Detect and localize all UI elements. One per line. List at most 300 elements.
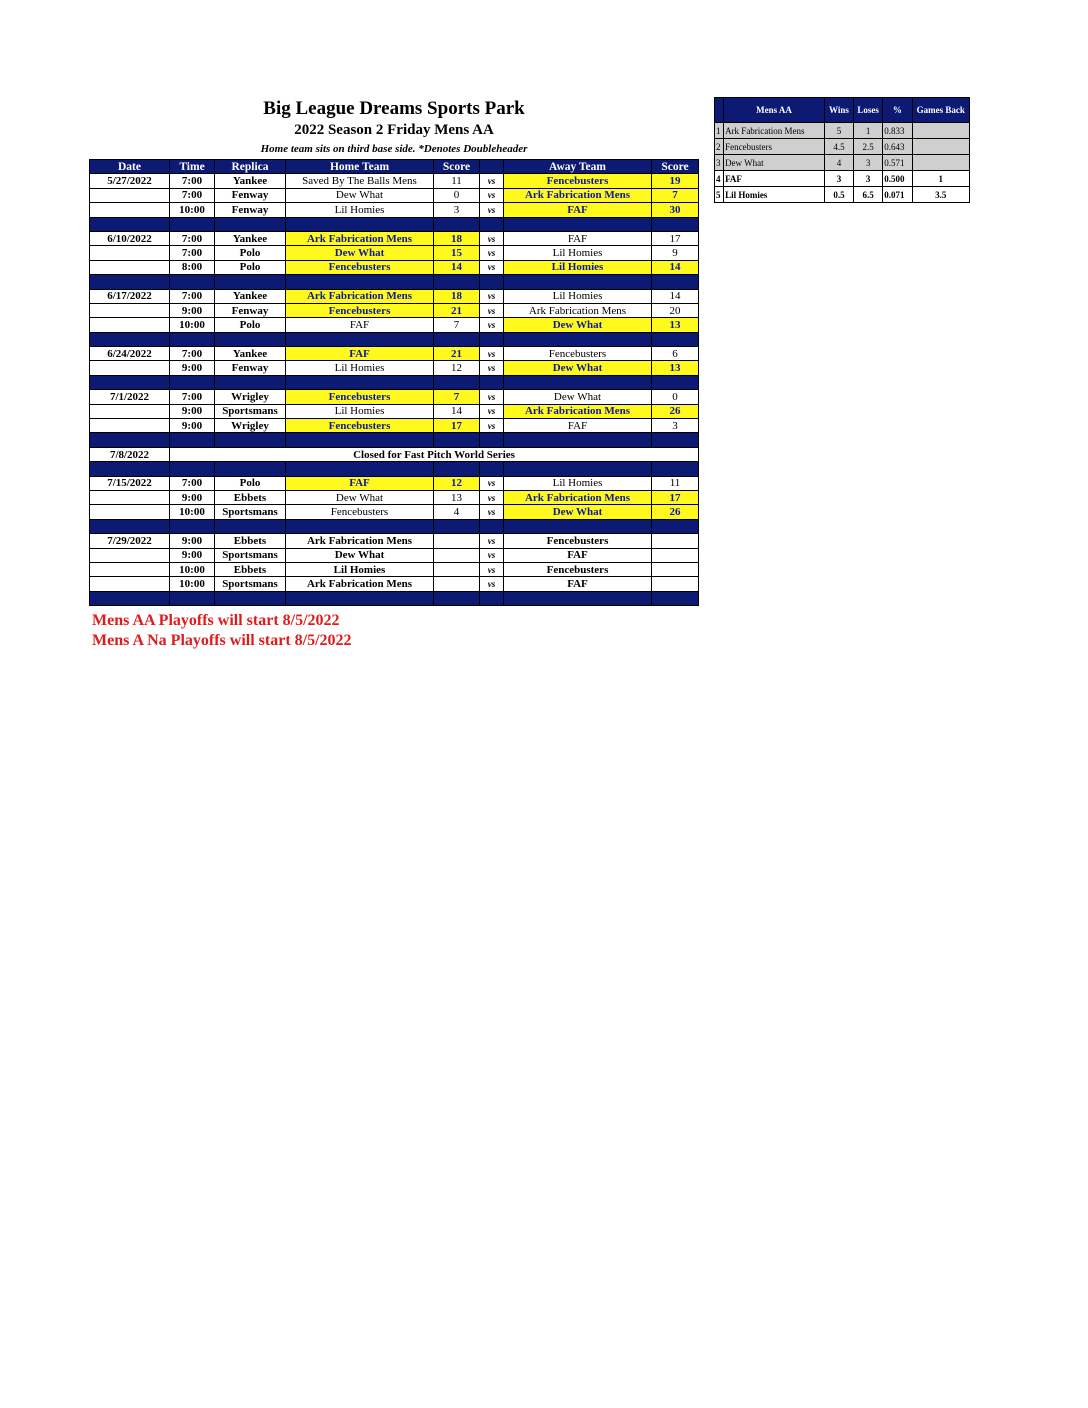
standings-gb-header: Games Back <box>912 98 970 123</box>
away-team: FAF <box>504 577 652 591</box>
vs-label: vs <box>480 289 504 303</box>
standings-loses: 3 <box>854 155 883 171</box>
standings-loses: 2.5 <box>854 139 883 155</box>
separator-cell <box>215 519 286 533</box>
game-replica: Wrigley <box>215 390 286 404</box>
game-replica: Wrigley <box>215 419 286 433</box>
standings-row <box>715 187 970 203</box>
separator-cell <box>90 375 170 389</box>
vs-label: vs <box>480 490 504 504</box>
standings-team: Fencebusters <box>724 139 825 155</box>
week-separator <box>90 332 699 346</box>
home-score: 14 <box>434 260 480 274</box>
game-row <box>90 303 699 317</box>
game-replica: Sportsmans <box>215 548 286 562</box>
standings-row <box>715 171 970 187</box>
game-date <box>90 404 170 418</box>
home-score: 12 <box>434 476 480 490</box>
separator-cell <box>170 275 215 289</box>
away-score: 20 <box>652 303 699 317</box>
col-time-header: Time <box>170 160 215 174</box>
vs-label: vs <box>480 174 504 188</box>
separator-cell <box>504 332 652 346</box>
standings-row <box>715 123 970 139</box>
home-score: 7 <box>434 318 480 332</box>
game-row <box>90 548 699 562</box>
game-row <box>90 505 699 519</box>
away-team: Lil Homies <box>504 476 652 490</box>
separator-cell <box>652 217 699 231</box>
separator-cell <box>170 433 215 447</box>
standings-division-header: Mens AA <box>724 98 825 123</box>
home-score: 13 <box>434 490 480 504</box>
col-home-score-header: Score <box>434 160 480 174</box>
separator-cell <box>215 462 286 476</box>
game-date <box>90 188 170 202</box>
separator-cell <box>286 462 434 476</box>
game-replica: Ebbets <box>215 562 286 576</box>
game-row <box>90 419 699 433</box>
separator-cell <box>652 433 699 447</box>
home-score: 18 <box>434 231 480 245</box>
schedule-table <box>89 159 699 606</box>
home-score: 11 <box>434 174 480 188</box>
separator-cell <box>480 462 504 476</box>
home-score: 17 <box>434 419 480 433</box>
game-date <box>90 490 170 504</box>
vs-label: vs <box>480 203 504 217</box>
vs-label: vs <box>480 246 504 260</box>
col-home-header: Home Team <box>286 160 434 174</box>
game-row <box>90 490 699 504</box>
vs-label: vs <box>480 361 504 375</box>
game-row <box>90 318 699 332</box>
game-row <box>90 246 699 260</box>
standings-wins: 3 <box>824 171 853 187</box>
standings-games-back: 3.5 <box>912 187 970 203</box>
home-score: 0 <box>434 188 480 202</box>
separator-cell <box>286 433 434 447</box>
vs-label: vs <box>480 303 504 317</box>
home-team: FAF <box>286 318 434 332</box>
game-replica: Polo <box>215 318 286 332</box>
separator-cell <box>90 462 170 476</box>
game-time: 9:00 <box>170 419 215 433</box>
playoff-notice: Mens A Na Playoffs will start 8/5/2022 <box>92 632 352 649</box>
home-team: Fencebusters <box>286 260 434 274</box>
separator-cell <box>286 375 434 389</box>
standings-games-back <box>912 123 970 139</box>
home-team: Lil Homies <box>286 404 434 418</box>
game-replica: Fenway <box>215 303 286 317</box>
week-separator <box>90 519 699 533</box>
away-team: Lil Homies <box>504 289 652 303</box>
vs-label: vs <box>480 231 504 245</box>
standings-pct: 0.571 <box>883 155 912 171</box>
game-time: 9:00 <box>170 303 215 317</box>
away-score: 17 <box>652 490 699 504</box>
vs-label: vs <box>480 505 504 519</box>
separator-cell <box>215 433 286 447</box>
away-team: Fencebusters <box>504 347 652 361</box>
vs-label: vs <box>480 390 504 404</box>
game-replica: Ebbets <box>215 534 286 548</box>
game-row <box>90 534 699 548</box>
closed-message: Closed for Fast Pitch World Series <box>170 447 699 461</box>
standings-team: Lil Homies <box>724 187 825 203</box>
standings-rank-header <box>715 98 724 123</box>
game-date: 7/1/2022 <box>90 390 170 404</box>
game-time: 10:00 <box>170 562 215 576</box>
away-score: 26 <box>652 505 699 519</box>
away-score: 6 <box>652 347 699 361</box>
vs-label: vs <box>480 534 504 548</box>
vs-label: vs <box>480 188 504 202</box>
game-date <box>90 260 170 274</box>
away-score: 30 <box>652 203 699 217</box>
standings-wins: 0.5 <box>824 187 853 203</box>
game-replica: Yankee <box>215 174 286 188</box>
game-replica: Polo <box>215 246 286 260</box>
standings-table <box>714 97 970 203</box>
separator-cell <box>504 275 652 289</box>
separator-cell <box>434 375 480 389</box>
game-time: 9:00 <box>170 490 215 504</box>
page-title: Big League Dreams Sports Park <box>263 98 525 119</box>
home-score: 7 <box>434 390 480 404</box>
vs-label: vs <box>480 419 504 433</box>
vs-label: vs <box>480 548 504 562</box>
game-date <box>90 303 170 317</box>
home-score: 14 <box>434 404 480 418</box>
home-team: Ark Fabrication Mens <box>286 534 434 548</box>
game-row <box>90 174 699 188</box>
game-date: 6/10/2022 <box>90 231 170 245</box>
home-team: Dew What <box>286 548 434 562</box>
away-team: FAF <box>504 203 652 217</box>
separator-cell <box>652 519 699 533</box>
game-row <box>90 390 699 404</box>
game-row <box>90 476 699 490</box>
away-score: 13 <box>652 361 699 375</box>
away-team: FAF <box>504 419 652 433</box>
game-row <box>90 203 699 217</box>
away-team: FAF <box>504 548 652 562</box>
col-replica-header: Replica <box>215 160 286 174</box>
separator-cell <box>652 332 699 346</box>
week-separator <box>90 591 699 605</box>
game-time: 10:00 <box>170 577 215 591</box>
home-team: Lil Homies <box>286 361 434 375</box>
away-score: 7 <box>652 188 699 202</box>
standings-pct: 0.833 <box>883 123 912 139</box>
game-row <box>90 260 699 274</box>
separator-cell <box>170 217 215 231</box>
home-score: 3 <box>434 203 480 217</box>
standings-row <box>715 155 970 171</box>
separator-cell <box>480 275 504 289</box>
home-score <box>434 534 480 548</box>
standings-header-row <box>715 98 970 123</box>
away-team: Ark Fabrication Mens <box>504 188 652 202</box>
game-row <box>90 404 699 418</box>
standings-rank: 3 <box>715 155 724 171</box>
home-team: Dew What <box>286 246 434 260</box>
vs-label: vs <box>480 318 504 332</box>
game-replica: Yankee <box>215 289 286 303</box>
game-replica: Fenway <box>215 361 286 375</box>
game-time: 10:00 <box>170 203 215 217</box>
separator-cell <box>652 375 699 389</box>
away-team: Fencebusters <box>504 562 652 576</box>
away-team: Dew What <box>504 505 652 519</box>
game-row <box>90 347 699 361</box>
separator-cell <box>504 433 652 447</box>
game-date <box>90 562 170 576</box>
game-date <box>90 548 170 562</box>
schedule-note: Home team sits on third base side. *Denotes Doubleheader <box>260 143 528 155</box>
separator-cell <box>434 217 480 231</box>
away-score <box>652 548 699 562</box>
standings-loses: 6.5 <box>854 187 883 203</box>
separator-cell <box>90 433 170 447</box>
week-separator <box>90 275 699 289</box>
separator-cell <box>434 275 480 289</box>
week-separator <box>90 462 699 476</box>
game-time: 10:00 <box>170 318 215 332</box>
home-score: 12 <box>434 361 480 375</box>
separator-cell <box>170 519 215 533</box>
separator-cell <box>480 519 504 533</box>
game-replica: Fenway <box>215 203 286 217</box>
home-team: Fencebusters <box>286 505 434 519</box>
away-score: 11 <box>652 476 699 490</box>
home-score: 18 <box>434 289 480 303</box>
away-team: Dew What <box>504 390 652 404</box>
game-time: 9:00 <box>170 404 215 418</box>
away-team: Lil Homies <box>504 260 652 274</box>
game-time: 7:00 <box>170 289 215 303</box>
game-replica: Sportsmans <box>215 404 286 418</box>
home-team: Fencebusters <box>286 419 434 433</box>
game-date <box>90 318 170 332</box>
home-team: Ark Fabrication Mens <box>286 577 434 591</box>
game-time: 7:00 <box>170 174 215 188</box>
separator-cell <box>504 375 652 389</box>
week-separator <box>90 433 699 447</box>
standings-row <box>715 139 970 155</box>
standings-pct: 0.643 <box>883 139 912 155</box>
week-separator <box>90 217 699 231</box>
separator-cell <box>434 591 480 605</box>
away-score: 19 <box>652 174 699 188</box>
home-team: FAF <box>286 476 434 490</box>
standings-wins: 4 <box>824 155 853 171</box>
game-date <box>90 419 170 433</box>
standings-wins-header: Wins <box>824 98 853 123</box>
home-team: Dew What <box>286 490 434 504</box>
game-replica: Fenway <box>215 188 286 202</box>
closed-row <box>90 447 699 461</box>
separator-cell <box>480 591 504 605</box>
col-date-header: Date <box>90 160 170 174</box>
home-score: 21 <box>434 347 480 361</box>
standings-rank: 5 <box>715 187 724 203</box>
away-score: 9 <box>652 246 699 260</box>
standings-rank: 4 <box>715 171 724 187</box>
separator-cell <box>652 462 699 476</box>
separator-cell <box>480 433 504 447</box>
standings-wins: 4.5 <box>824 139 853 155</box>
game-row <box>90 231 699 245</box>
standings-games-back <box>912 139 970 155</box>
separator-cell <box>480 375 504 389</box>
separator-cell <box>286 332 434 346</box>
game-replica: Polo <box>215 476 286 490</box>
standings-rank: 1 <box>715 123 724 139</box>
separator-cell <box>90 332 170 346</box>
home-team: Fencebusters <box>286 390 434 404</box>
separator-cell <box>504 462 652 476</box>
standings-team: Ark Fabrication Mens <box>724 123 825 139</box>
game-date: 7/29/2022 <box>90 534 170 548</box>
game-row <box>90 562 699 576</box>
home-team: FAF <box>286 347 434 361</box>
home-score <box>434 562 480 576</box>
game-replica: Yankee <box>215 231 286 245</box>
vs-label: vs <box>480 577 504 591</box>
separator-cell <box>170 591 215 605</box>
game-row <box>90 289 699 303</box>
standings-team: Dew What <box>724 155 825 171</box>
away-team: Dew What <box>504 361 652 375</box>
away-score: 3 <box>652 419 699 433</box>
away-score <box>652 577 699 591</box>
vs-label: vs <box>480 476 504 490</box>
game-date: 6/24/2022 <box>90 347 170 361</box>
col-away-score-header: Score <box>652 160 699 174</box>
week-separator <box>90 375 699 389</box>
away-team: Fencebusters <box>504 534 652 548</box>
game-row <box>90 188 699 202</box>
standings-team: FAF <box>724 171 825 187</box>
game-time: 7:00 <box>170 246 215 260</box>
home-team: Ark Fabrication Mens <box>286 231 434 245</box>
separator-cell <box>286 275 434 289</box>
away-score <box>652 534 699 548</box>
game-row <box>90 361 699 375</box>
home-score <box>434 577 480 591</box>
separator-cell <box>504 217 652 231</box>
away-team: Ark Fabrication Mens <box>504 404 652 418</box>
separator-cell <box>90 591 170 605</box>
home-team: Lil Homies <box>286 203 434 217</box>
game-date: 7/8/2022 <box>90 447 170 461</box>
col-away-header: Away Team <box>504 160 652 174</box>
game-date <box>90 577 170 591</box>
col-vs-header <box>480 160 504 174</box>
separator-cell <box>652 275 699 289</box>
game-time: 8:00 <box>170 260 215 274</box>
away-score: 26 <box>652 404 699 418</box>
game-time: 7:00 <box>170 188 215 202</box>
separator-cell <box>434 462 480 476</box>
home-team: Saved By The Balls Mens <box>286 174 434 188</box>
separator-cell <box>286 217 434 231</box>
away-team: Fencebusters <box>504 174 652 188</box>
standings-loses: 1 <box>854 123 883 139</box>
standings-loses: 3 <box>854 171 883 187</box>
standings-pct: 0.500 <box>883 171 912 187</box>
separator-cell <box>90 217 170 231</box>
game-time: 9:00 <box>170 361 215 375</box>
separator-cell <box>504 591 652 605</box>
game-date <box>90 505 170 519</box>
home-team: Dew What <box>286 188 434 202</box>
home-team: Lil Homies <box>286 562 434 576</box>
game-time: 7:00 <box>170 390 215 404</box>
away-score <box>652 562 699 576</box>
away-team: Dew What <box>504 318 652 332</box>
game-date <box>90 203 170 217</box>
separator-cell <box>215 591 286 605</box>
game-date: 7/15/2022 <box>90 476 170 490</box>
separator-cell <box>170 332 215 346</box>
game-row <box>90 577 699 591</box>
home-score <box>434 548 480 562</box>
away-score: 14 <box>652 289 699 303</box>
away-team: Lil Homies <box>504 246 652 260</box>
away-team: Ark Fabrication Mens <box>504 490 652 504</box>
separator-cell <box>652 591 699 605</box>
separator-cell <box>215 332 286 346</box>
game-date <box>90 246 170 260</box>
schedule-header-row <box>90 160 699 174</box>
separator-cell <box>286 591 434 605</box>
separator-cell <box>434 519 480 533</box>
separator-cell <box>170 462 215 476</box>
away-score: 0 <box>652 390 699 404</box>
standings-games-back <box>912 155 970 171</box>
game-time: 7:00 <box>170 347 215 361</box>
vs-label: vs <box>480 562 504 576</box>
separator-cell <box>286 519 434 533</box>
home-team: Ark Fabrication Mens <box>286 289 434 303</box>
separator-cell <box>480 217 504 231</box>
separator-cell <box>90 275 170 289</box>
standings-rank: 2 <box>715 139 724 155</box>
vs-label: vs <box>480 260 504 274</box>
separator-cell <box>90 519 170 533</box>
game-time: 7:00 <box>170 476 215 490</box>
game-replica: Yankee <box>215 347 286 361</box>
game-time: 9:00 <box>170 534 215 548</box>
game-time: 10:00 <box>170 505 215 519</box>
separator-cell <box>480 332 504 346</box>
home-team: Fencebusters <box>286 303 434 317</box>
standings-wins: 5 <box>824 123 853 139</box>
away-score: 14 <box>652 260 699 274</box>
playoff-notice: Mens AA Playoffs will start 8/5/2022 <box>92 612 340 629</box>
game-replica: Ebbets <box>215 490 286 504</box>
game-date: 5/27/2022 <box>90 174 170 188</box>
separator-cell <box>434 433 480 447</box>
away-score: 13 <box>652 318 699 332</box>
standings-pct: 0.071 <box>883 187 912 203</box>
standings-pct-header: % <box>883 98 912 123</box>
vs-label: vs <box>480 404 504 418</box>
home-score: 4 <box>434 505 480 519</box>
